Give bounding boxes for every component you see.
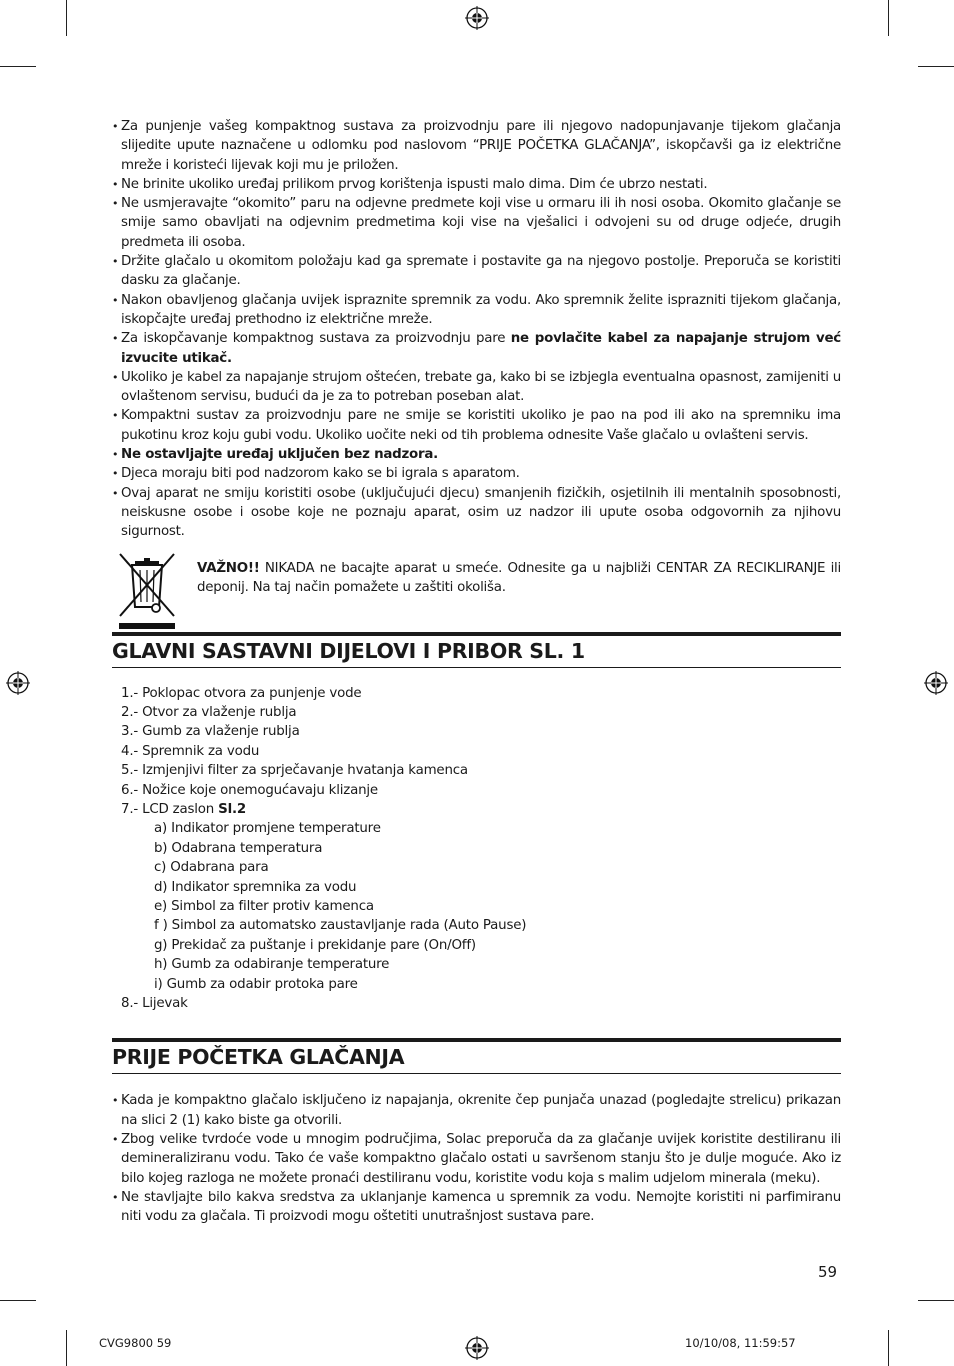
list-item [121,703,841,722]
list-item [121,955,841,974]
recycling-notice-text [197,559,841,598]
list-item [112,445,841,464]
list-item [112,406,841,445]
list-item-text: Nakon obavljenog glačanja uvijek ispraznite spremnik za vodu. Ako spremnik želite isprazniti tijekom glačanja, iskopčajte uređaj prethodno iz električne mreže. [121,292,841,327]
list-item [121,800,841,819]
footer-right: 10/10/08, 11:59:57 [685,1336,796,1350]
list-item [112,252,841,291]
crossed-out-wheelie-bin-icon [117,550,177,630]
list-item-text: 6.- Nožice koje onemogućavaju klizanje [121,782,378,798]
list-item [121,878,841,897]
crop-mark [918,1300,954,1301]
list-item [112,194,841,252]
list-item-text: a) Indikator promjene temperature [154,821,381,837]
list-item-text: g) Prekidač za puštanje i prekidanje pare (On/Off) [154,937,476,953]
list-item-text: 1.- Poklopac otvora za punjenje vode [121,685,362,701]
list-item-text: 2.- Otvor za vlaženje rublja [121,704,297,720]
list-item-text: Ne usmjeravajte “okomito” paru na odjevne predmete koji vise u ormaru ili ih nosi osoba. Okomito glačanje se smije samo obavljati na odjevnim predmetima koji vise na vješalici i odvojeni su od druge odjeće, drugih predmeta ili osoba. [121,196,841,250]
list-item-text: h) Gumb za odabiranje temperature [154,957,390,973]
section-title: GLAVNI SASTAVNI DIJELOVI I PRIBOR SL. 1 [112,638,585,663]
list-item [121,916,841,935]
registration-mark-icon [465,1336,489,1360]
list-item-text: f ) Simbol za automatsko zaustavljanje rada (Auto Pause) [154,918,527,934]
list-item [112,1130,841,1188]
list-item [121,722,841,741]
list-item-text: 5.- Izmjenjivi filter za sprječavanje hvatanja kamenca [121,763,468,779]
list-item-text: i) Gumb za odabir protoka pare [154,976,358,992]
page-number: 59 [818,1263,838,1281]
list-item [121,781,841,800]
section-heading-parts [112,632,841,668]
list-item-text: Zbog velike tvrdoće vode u mnogim područjima, Solac preporuča da za glačanje uvijek koristite destiliranu ili demineraliziranu vodu. Tako će vaše kompaktno glačalo ostati u savršenom stanju što je dulje moguće. Ako iz bilo kojeg razloga ne možete pronaći destiliranu vodu, koristite vodu koja s malim udjelom minerala (meku). [121,1132,841,1186]
list-item-bold-text: ne povlačite kabel za napajanje strujom već izvucite utikač. [121,331,841,366]
list-item [121,858,841,877]
crop-mark [888,1330,889,1366]
list-item-text: 8.- Lijevak [121,996,188,1012]
list-item [121,839,841,858]
list-item [121,975,841,994]
list-item [112,1188,841,1227]
list-item [112,484,841,542]
crop-mark [0,1300,36,1301]
list-item [121,761,841,780]
registration-mark-icon [6,671,30,695]
list-item [112,117,841,175]
list-item-text: Ne stavljajte bilo kakva sredstva za uklanjanje kamenca u spremnik za vodu. Nemojte koristiti ni parfimiranu niti vodu za glačala. Ti proizvodi mogu oštetiti unutrašnjost sustava pare. [121,1189,841,1225]
list-item-text: e) Simbol za filter protiv kamenca [154,899,374,914]
list-item-text: 3.- Gumb za vlaženje rublja [121,724,300,740]
list-item [121,936,841,955]
list-item [121,684,841,703]
list-item [112,368,841,407]
list-item-text: 4.- Spremnik za vodu [121,743,260,759]
list-item-text: c) Odabrana para [154,860,269,876]
safety-bullet-list [112,117,841,542]
list-item [112,329,841,368]
footer-left: CVG9800 59 [99,1336,172,1350]
list-item-text: Kompaktni sustav za proizvodnju pare ne smije se koristiti ukoliko je pao na pod ili ako na spremniku ima pukotinu kroz koju gubi vodu. Ukoliko uočite neki od tih problema odnesite Vaše glačalo u ovlašteni servis. [121,408,841,443]
list-item [121,742,841,761]
list-item-text: Djeca moraju biti pod nadzorom kako se bi igrala s aparatom. [121,466,520,482]
list-item-text: Kada je kompaktno glačalo isključeno iz napajanja, okrenite čep punjača unazad (pogledajte strelicu) prikazan na slici 2 (1) kako biste ga otvorili. [121,1093,841,1128]
list-item-text: Ovaj aparat ne smiju koristiti osobe (uključujući djecu) smanjenih fizičkih, osjetilnih ili mentalnih sposobnosti, neiskusne osobe i osobe koje ne poznaju aparat, osim uz nadzor ili upute osoba odgovornih za njihovu sigurnost. [121,485,841,540]
list-item-bold-text: Ne ostavljajte uređaj uključen bez nadzora. [121,447,438,463]
registration-mark-icon [465,6,489,30]
before-ironing-bullet-list [112,1091,841,1226]
list-item-text: b) Odabrana temperatura [154,840,323,856]
list-item-text: d) Indikator spremnika za vodu [154,879,357,895]
page-content [112,117,841,1227]
list-item [112,175,841,194]
parts-list [112,684,841,1014]
crop-mark [918,66,954,67]
list-item-bold-text: Sl.2 [218,801,246,817]
section-heading-before-ironing [112,1038,841,1074]
recycling-notice [112,550,841,632]
registration-mark-icon [924,671,948,695]
list-item-text: 7.- LCD zaslon [121,801,219,817]
crop-mark [0,66,36,67]
section-title: PRIJE POČETKA GLAČANJA [112,1045,405,1070]
notice-body: NIKADA ne bacajte aparat u smeće. Odnesite ga u najbliži CENTAR ZA RECIKLIRANJE ili deponij. Na taj način pomažete u zaštiti okoliša. [197,560,841,595]
crop-mark [66,1330,67,1366]
list-item [121,994,841,1013]
list-item-text: Ne brinite ukoliko uređaj prilikom prvog korištenja ispusti malo dima. Dim će ubrzo nestati. [121,176,708,192]
list-item [112,1091,841,1130]
list-item-text: Za punjenje vašeg kompaktnog sustava za proizvodnju pare ili njegovo nadopunjavanje tijekom glačanja slijedite upute naznačene u odlomku pod naslovom “PRIJE POČETKA GLAČANJA”, iskopčavši ga iz električne mreže i koristeći lijevak koji mu je priložen. [121,119,841,173]
notice-important-label: VAŽNO!! [197,560,260,576]
list-item-text: Ukoliko je kabel za napajanje strujom oštećen, trebate ga, kako bi se izbjegla eventualna opasnost, zamijeniti u ovlaštenom servisu, budući da je za to potreban poseban alat. [121,369,841,405]
list-item [112,291,841,330]
list-item [121,819,841,838]
crop-mark [66,0,67,36]
list-item [121,897,841,916]
crop-mark [888,0,889,36]
list-item-text: Držite glačalo u okomitom položaju kad ga spremate i postavite ga na njegovo postolje. Preporuča se koristiti dasku za glačanje. [121,254,841,289]
list-item-text: Za iskopčavanje kompaktnog sustava za proizvodnju pare [121,331,511,347]
list-item [112,464,841,483]
